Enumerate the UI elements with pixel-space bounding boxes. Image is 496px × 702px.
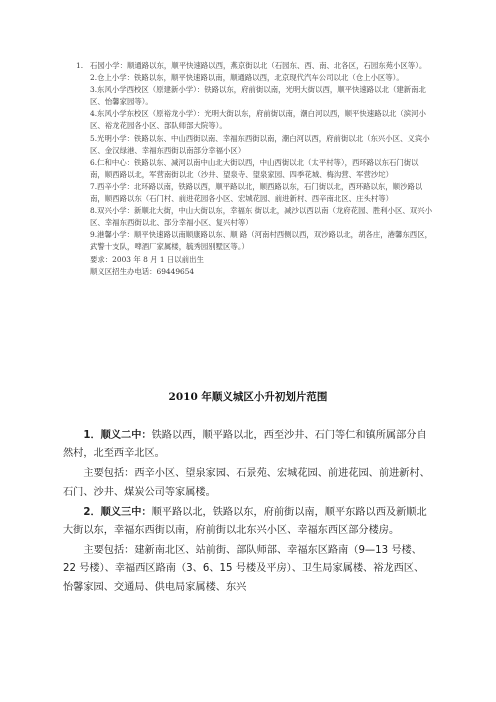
paragraph-text: 顺平路以北，铁路以东，府前街以南，顺平东路以西及新顺北大街以东，幸福东西街以南，府前街以北东兴小区、幸福东西区部分楼房。 <box>63 506 427 537</box>
list-number: 1. <box>76 61 84 70</box>
paragraph: 主要包括：西辛小区、望泉家园、石景苑、宏城花园、前进花园、前进新村、石门、沙井、煤炭公司等家属楼。 <box>63 468 430 498</box>
list-text: 石园小学：顺通路以东，顺平快速路以西，燕京街以北（石园东、西、南、北各区，石园东苑小区等）。 <box>90 61 427 70</box>
school-district-list <box>76 60 432 278</box>
list-item: 9.港馨小学：顺平快速路以南顺康路以东、顺 路（河南村西侧以西，双沙路以北，胡各庄，港馨东西区，武警十支队，啤酒厂家属楼，毓秀园别墅区等。） <box>90 230 432 252</box>
requirement-line: 要求：2003 年 8 月 1 日以前出生 <box>90 254 204 264</box>
paragraph <box>63 427 433 464</box>
contact-phone-line: 顺义区招生办电话：69449654 <box>90 266 195 276</box>
list-item: 8.双兴小学：新顺北大街，中山大街以东，幸福东 街以北，减沙以西以南（龙府花园、胜利小区、双兴小区、幸福东西街以北、部分幸福小区、复兴村等） <box>90 206 432 228</box>
list-item: 6.仁和中心：铁路以东、减河以南中山北大街以西，中山西街以北（太平村等），西环路以东石门街以南，顺西路以北，军营南街以北（沙井、望泉寺、望泉家园、四季花城、梅沟营、军营沙坨） <box>90 157 419 179</box>
school-heading: 1．顺义二中： <box>83 430 152 441</box>
school-heading: 2．顺义三中： <box>83 506 152 518</box>
paragraph <box>63 504 433 541</box>
list-item: 3.东风小学西校区（原建新小学）：铁路以东，府前街以南，光明大街以西，顺平快速路以北（建新南北区、怡馨家园等）。 <box>90 85 426 107</box>
list-item: 4.东风小学东校区（原裕龙小学）：光明大街以东，府前街以南，潮白河以西，顺平快速路以北（滨河小区、裕龙花园各小区、部队师部大院等）。 <box>90 109 426 131</box>
list-item: 5.光明小学：铁路以东、中山西街以南、幸福东西街以南，潮白河以西，府前街以北（东兴小区、义宾小区、金汉绿港、幸福东西街以南部分幸福小区） <box>90 133 430 155</box>
section-title: 2010 年顺义城区小升初划片范围 <box>168 391 328 403</box>
middle-school-districts <box>63 427 433 599</box>
list-item <box>76 60 432 72</box>
list-item: 7.西辛小学：北环路以南，铁路以西，顺平路以北，顺西路以东，石门街以北，西环路以东，顺沙路以南，顺西路以东（石门村、前进花园各小区、宏城花园、前进新村、西辛南北区、庄头村等） <box>90 181 423 204</box>
paragraph-text: 铁路以西，顺平路以北，西至沙井、石门等仁和镇所属部分自然村，北至西辛北区。 <box>63 430 427 460</box>
paragraph: 主要包括：建新南北区、站前街、部队师部、幸福东区路南（9—13 号楼、22 号楼）、幸福西区路南（3、6、15 号楼及平房）、卫生局家属楼、裕龙西区、怡馨家园、交通局、供电局家属楼、东兴 <box>63 544 425 593</box>
list-item: 2.仓上小学：铁路以东，顺平快速路以南，顺通路以西，北京现代汽车公司以北（仓上小区等）。 <box>90 73 404 83</box>
